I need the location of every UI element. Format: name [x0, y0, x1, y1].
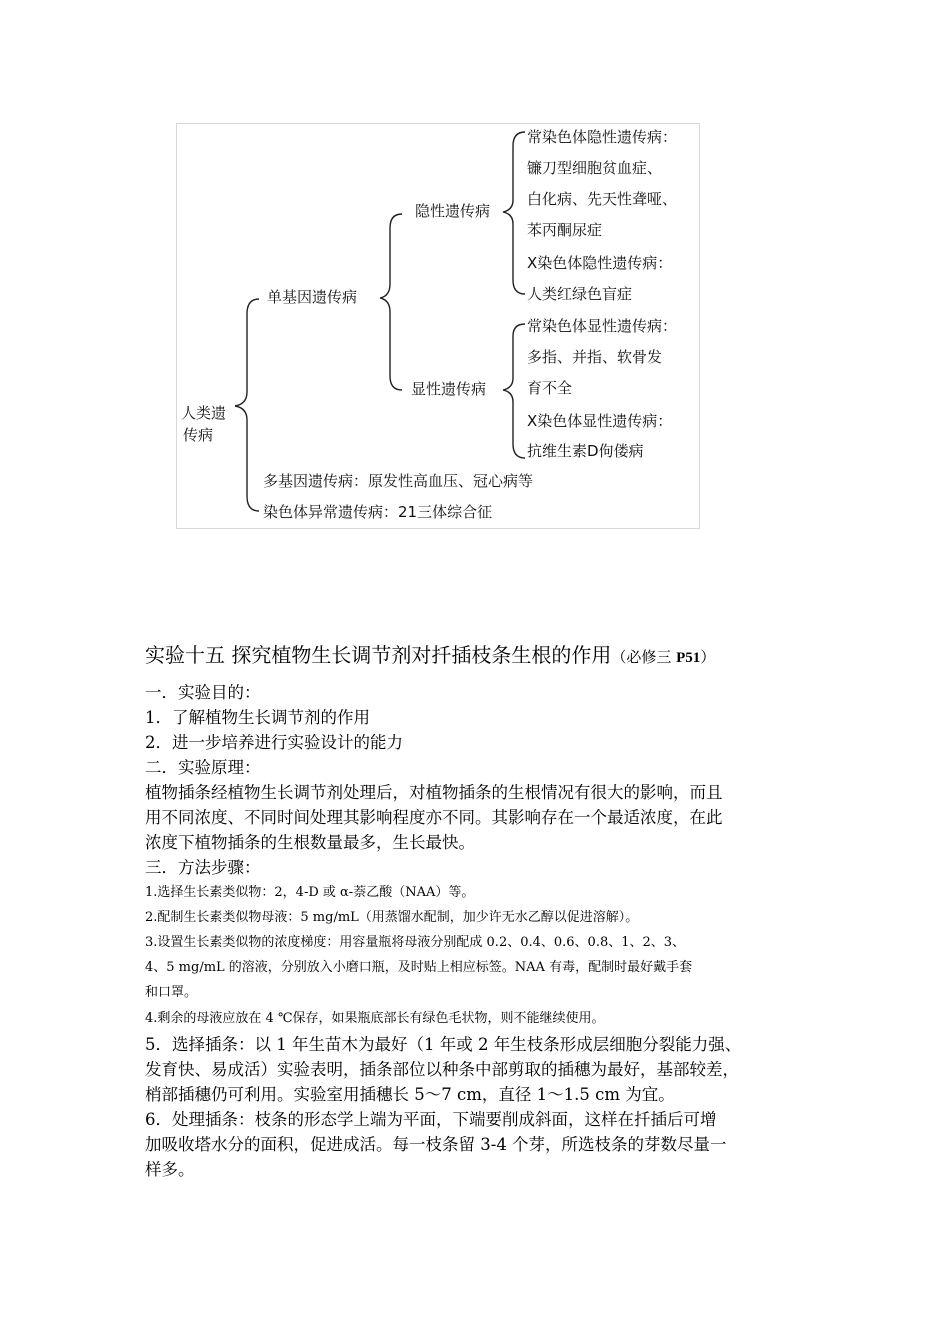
step-small: 4、5 mg/mL 的溶液，分别放入小磨口瓶，及时贴上相应标签。NAA 有毒，配制时最好戴手套: [145, 960, 693, 975]
section-title: [145, 640, 715, 673]
heading-steps: 三．方法步骤：: [145, 858, 261, 877]
title-paren-open: （必修三: [611, 648, 677, 666]
single-gene-brace: [380, 214, 402, 390]
recessive-item: 苯丙酮尿症: [527, 221, 603, 239]
principle-text: 用不同浓度、不同时间处理其影响程度亦不同。其影响存在一个最适浓度，在此: [145, 808, 723, 827]
dominant-brace: [503, 324, 525, 458]
step-text: 加吸收塔水分的面积，促进成活。每一枝条留 3-4 个芽，所选枝条的芽数尽量一: [145, 1135, 727, 1154]
principle-text: 植物插条经植物生长调节剂处理后，对植物插条的生根情况有很大的影响，而且: [145, 783, 723, 802]
main-brace: [235, 299, 259, 511]
title-paren-close: ）: [700, 648, 716, 666]
dominant-item: 常染色体显性遗传病：: [527, 317, 678, 335]
step-text: 6．处理插条：枝条的形态学上端为平面，下端要削成斜面，这样在扦插后可增: [145, 1110, 717, 1129]
dominant-item: 抗维生素D佝偻病: [527, 442, 644, 460]
recessive-item: X染色体隐性遗传病：: [527, 254, 673, 272]
recessive-item: 白化病、先天性聋哑、: [527, 190, 678, 208]
step-small: 1.选择生长素类似物：2，4-D 或 α-萘乙酸（NAA）等。: [145, 885, 475, 900]
dominant-item: 育不全: [527, 379, 573, 397]
step-small: 4.剩余的母液应放在 4 ℃保存，如果瓶底部长有绿色毛状物，则不能继续使用。: [145, 1011, 605, 1026]
dominant-item: 多指、并指、软骨发: [527, 348, 663, 366]
root-label-line1: 人类遗: [181, 404, 227, 422]
step-text: 5．选择插条：以 1 年生苗木为最好（1 年或 2 年生枝条形成层细胞分裂能力强、: [145, 1035, 742, 1054]
purpose-item: 2．进一步培养进行实验设计的能力: [145, 733, 403, 752]
principle-text: 浓度下植物插条的生根数量最多，生长最快。: [145, 833, 475, 852]
chromosomal-label: 染色体异常遗传病：21三体综合征: [263, 503, 493, 521]
single-gene-label: 单基因遗传病: [267, 288, 358, 306]
dominant-item: X染色体显性遗传病：: [527, 412, 673, 430]
recessive-label: 隐性遗传病: [415, 202, 491, 220]
heading-purpose: 一．实验目的：: [145, 683, 261, 702]
recessive-item: 镰刀型细胞贫血症、: [527, 159, 663, 177]
recessive-item: 常染色体隐性遗传病：: [527, 128, 678, 146]
step-text: 发育快、易成活）实验表明，插条部位以种条中部剪取的插穗为最好，基部较差，: [145, 1060, 739, 1079]
step-text: 梢部插穗仍可利用。实验室用插穗长 5～7 cm，直径 1～1.5 cm 为宜。: [145, 1085, 675, 1104]
title-page-ref: P51: [676, 650, 701, 666]
dominant-label: 显性遗传病: [411, 380, 487, 398]
title-main: 实验十五 探究植物生长调节剂对扦插枝条生根的作用: [145, 643, 612, 667]
polygenic-label: 多基因遗传病：原发性高血压、冠心病等: [263, 472, 534, 490]
genetic-disease-diagram: [176, 123, 700, 529]
heading-principle: 二．实验原理：: [145, 758, 261, 777]
recessive-item: 人类红绿色盲症: [527, 285, 633, 303]
root-label-line2: 传病: [183, 426, 214, 444]
step-small: 2.配制生长素类似物母液：5 mg/mL（用蒸馏水配制，加少许无水乙醇以促进溶解）。: [145, 910, 639, 925]
recessive-brace: [503, 132, 525, 294]
step-small: 和口罩。: [145, 985, 198, 1000]
purpose-item: 1．了解植物生长调节剂的作用: [145, 708, 370, 727]
step-text: 样多。: [145, 1160, 195, 1179]
step-small: 3.设置生长素类似物的浓度梯度：用容量瓶将母液分别配成 0.2、0.4、0.6、0.8、1、2、3、: [145, 935, 686, 950]
